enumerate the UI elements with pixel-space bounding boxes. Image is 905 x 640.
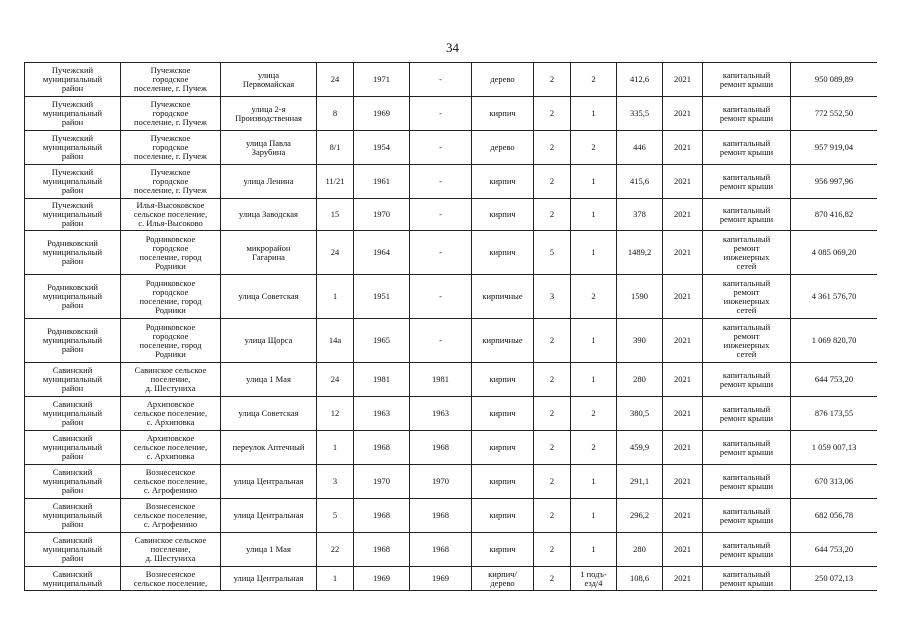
cell-area: 1489,2 — [617, 231, 663, 275]
cell-street: улица Центральная — [221, 567, 317, 591]
cell-year-commissioned: - — [410, 319, 472, 363]
cell-year: 2021 — [663, 465, 703, 499]
cell-cost: 956 997,96 — [791, 165, 878, 199]
cell-street: улица Ленина — [221, 165, 317, 199]
table-row — [25, 97, 878, 131]
cell-work-type: капитальный ремонт крыши — [703, 533, 791, 567]
cell-floors: 3 — [534, 275, 571, 319]
cell-wall-material: кирпич — [472, 165, 534, 199]
cell-year: 2021 — [663, 499, 703, 533]
cell-work-type: капитальный ремонт инженерных сетей — [703, 275, 791, 319]
cell-floors: 2 — [534, 397, 571, 431]
cell-work-type: капитальный ремонт крыши — [703, 499, 791, 533]
cell-house-number: 5 — [317, 499, 354, 533]
cell-district: Пучежский муниципальный район — [25, 63, 121, 97]
cell-year-built: 1970 — [354, 465, 410, 499]
cell-cost: 644 753,20 — [791, 533, 878, 567]
cell-year-commissioned: 1981 — [410, 363, 472, 397]
cell-floors: 5 — [534, 231, 571, 275]
cell-district: Савинский муниципальный район — [25, 397, 121, 431]
cell-year: 2021 — [663, 97, 703, 131]
cell-year-built: 1954 — [354, 131, 410, 165]
cell-work-type: капитальный ремонт крыши — [703, 63, 791, 97]
cell-wall-material: кирпич — [472, 499, 534, 533]
cell-wall-material: кирпич — [472, 363, 534, 397]
cell-work-type: капитальный ремонт инженерных сетей — [703, 319, 791, 363]
cell-house-number: 24 — [317, 363, 354, 397]
table-row — [25, 533, 878, 567]
cell-street: улица Заводская — [221, 199, 317, 231]
cell-settlement: Вознесенское сельское поселение, — [121, 567, 221, 591]
cell-settlement: Пучежское городское поселение, г. Пучеж — [121, 97, 221, 131]
cell-entrances: 1 подъ- езд/4 — [571, 567, 617, 591]
cell-area: 415,6 — [617, 165, 663, 199]
cell-house-number: 1 — [317, 431, 354, 465]
table-row — [25, 431, 878, 465]
housing-table — [24, 62, 877, 591]
cell-street: улица Центральная — [221, 465, 317, 499]
cell-house-number: 24 — [317, 231, 354, 275]
cell-year-built: 1964 — [354, 231, 410, 275]
cell-district: Пучежский муниципальный район — [25, 165, 121, 199]
cell-work-type: капитальный ремонт крыши — [703, 199, 791, 231]
cell-house-number: 8/1 — [317, 131, 354, 165]
cell-floors: 2 — [534, 499, 571, 533]
cell-settlement: Архиповское сельское поселение, с. Архиповка — [121, 431, 221, 465]
cell-floors: 2 — [534, 363, 571, 397]
cell-area: 108,6 — [617, 567, 663, 591]
cell-house-number: 3 — [317, 465, 354, 499]
cell-year-commissioned: 1970 — [410, 465, 472, 499]
cell-house-number: 15 — [317, 199, 354, 231]
cell-floors: 2 — [534, 431, 571, 465]
cell-cost: 250 072,13 — [791, 567, 878, 591]
cell-wall-material: дерево — [472, 63, 534, 97]
cell-entrances: 2 — [571, 275, 617, 319]
cell-floors: 2 — [534, 63, 571, 97]
cell-year-built: 1968 — [354, 499, 410, 533]
cell-entrances: 1 — [571, 231, 617, 275]
cell-street: улица Щорса — [221, 319, 317, 363]
cell-year: 2021 — [663, 199, 703, 231]
cell-district: Пучежский муниципальный район — [25, 199, 121, 231]
cell-house-number: 14а — [317, 319, 354, 363]
cell-entrances: 1 — [571, 319, 617, 363]
cell-house-number: 1 — [317, 275, 354, 319]
cell-area: 280 — [617, 533, 663, 567]
cell-street: улица Центральная — [221, 499, 317, 533]
table-row — [25, 63, 878, 97]
cell-floors: 2 — [534, 533, 571, 567]
cell-work-type: капитальный ремонт крыши — [703, 431, 791, 465]
cell-street: улица Советская — [221, 397, 317, 431]
cell-entrances: 1 — [571, 363, 617, 397]
cell-wall-material: кирпич/ дерево — [472, 567, 534, 591]
cell-cost: 4 085 069,20 — [791, 231, 878, 275]
cell-settlement: Родниковское городское поселение, город Родники — [121, 231, 221, 275]
cell-year: 2021 — [663, 431, 703, 465]
cell-entrances: 1 — [571, 533, 617, 567]
cell-wall-material: кирпичные — [472, 275, 534, 319]
cell-year-commissioned: 1969 — [410, 567, 472, 591]
cell-wall-material: кирпичные — [472, 319, 534, 363]
cell-entrances: 2 — [571, 131, 617, 165]
cell-street: улица Первомайская — [221, 63, 317, 97]
cell-year: 2021 — [663, 231, 703, 275]
cell-year-built: 1969 — [354, 567, 410, 591]
cell-floors: 2 — [534, 199, 571, 231]
table-row — [25, 131, 878, 165]
cell-work-type: капитальный ремонт крыши — [703, 97, 791, 131]
table-row — [25, 199, 878, 231]
cell-wall-material: кирпич — [472, 97, 534, 131]
cell-year-commissioned: - — [410, 165, 472, 199]
cell-house-number: 11/21 — [317, 165, 354, 199]
cell-house-number: 24 — [317, 63, 354, 97]
cell-district: Савинский муниципальный район — [25, 499, 121, 533]
table-row — [25, 499, 878, 533]
cell-cost: 4 361 576,70 — [791, 275, 878, 319]
cell-year-built: 1971 — [354, 63, 410, 97]
cell-cost: 670 313,06 — [791, 465, 878, 499]
cell-wall-material: кирпич — [472, 231, 534, 275]
cell-house-number: 12 — [317, 397, 354, 431]
cell-year: 2021 — [663, 397, 703, 431]
page-number: 34 — [446, 40, 459, 55]
cell-entrances: 1 — [571, 499, 617, 533]
cell-year: 2021 — [663, 567, 703, 591]
cell-year-built: 1968 — [354, 431, 410, 465]
cell-settlement: Вознесенское сельское поселение, с. Агрофенино — [121, 499, 221, 533]
cell-year-built: 1965 — [354, 319, 410, 363]
cell-year-built: 1969 — [354, 97, 410, 131]
cell-settlement: Вознесенское сельское поселение, с. Агрофенино — [121, 465, 221, 499]
cell-area: 291,1 — [617, 465, 663, 499]
cell-cost: 950 089,89 — [791, 63, 878, 97]
cell-street: улица 2-я Производственная — [221, 97, 317, 131]
housing-table-wrap — [24, 62, 877, 593]
cell-cost: 876 173,55 — [791, 397, 878, 431]
cell-wall-material: кирпич — [472, 465, 534, 499]
cell-district: Савинский муниципальный район — [25, 431, 121, 465]
cell-entrances: 1 — [571, 199, 617, 231]
cell-year-built: 1970 — [354, 199, 410, 231]
table-row — [25, 397, 878, 431]
cell-work-type: капитальный ремонт инженерных сетей — [703, 231, 791, 275]
cell-area: 296,2 — [617, 499, 663, 533]
table-row — [25, 567, 878, 591]
cell-area: 335,5 — [617, 97, 663, 131]
table-body — [25, 63, 878, 591]
cell-settlement: Савинское сельское поселение, д. Шестуниха — [121, 363, 221, 397]
cell-area: 459,9 — [617, 431, 663, 465]
cell-year-commissioned: 1968 — [410, 499, 472, 533]
cell-floors: 2 — [534, 165, 571, 199]
cell-district: Савинский муниципальный район — [25, 363, 121, 397]
cell-cost: 1 069 820,70 — [791, 319, 878, 363]
cell-settlement: Пучежское городское поселение, г. Пучеж — [121, 131, 221, 165]
table-row — [25, 231, 878, 275]
cell-street: улица 1 Мая — [221, 363, 317, 397]
cell-year-commissioned: - — [410, 231, 472, 275]
cell-entrances: 1 — [571, 97, 617, 131]
cell-year: 2021 — [663, 363, 703, 397]
cell-cost: 870 416,82 — [791, 199, 878, 231]
cell-work-type: капитальный ремонт крыши — [703, 465, 791, 499]
cell-cost: 957 919,04 — [791, 131, 878, 165]
cell-district: Савинский муниципальный — [25, 567, 121, 591]
cell-work-type: капитальный ремонт крыши — [703, 567, 791, 591]
cell-cost: 772 552,50 — [791, 97, 878, 131]
cell-street: улица Павла Зарубина — [221, 131, 317, 165]
cell-wall-material: кирпич — [472, 533, 534, 567]
table-row — [25, 465, 878, 499]
cell-street: переулок Аптечный — [221, 431, 317, 465]
cell-floors: 2 — [534, 97, 571, 131]
cell-floors: 2 — [534, 465, 571, 499]
cell-year-commissioned: 1963 — [410, 397, 472, 431]
cell-year-commissioned: 1968 — [410, 431, 472, 465]
cell-settlement: Пучежское городское поселение, г. Пучеж — [121, 63, 221, 97]
cell-year-commissioned: 1968 — [410, 533, 472, 567]
cell-house-number: 8 — [317, 97, 354, 131]
cell-work-type: капитальный ремонт крыши — [703, 131, 791, 165]
cell-settlement: Пучежское городское поселение, г. Пучеж — [121, 165, 221, 199]
cell-wall-material: кирпич — [472, 431, 534, 465]
cell-area: 1590 — [617, 275, 663, 319]
cell-area: 446 — [617, 131, 663, 165]
table-row — [25, 319, 878, 363]
cell-year: 2021 — [663, 63, 703, 97]
cell-floors: 2 — [534, 131, 571, 165]
cell-entrances: 2 — [571, 397, 617, 431]
cell-district: Родниковский муниципальный район — [25, 275, 121, 319]
cell-year: 2021 — [663, 131, 703, 165]
cell-wall-material: кирпич — [472, 397, 534, 431]
cell-area: 378 — [617, 199, 663, 231]
cell-cost: 682 056,78 — [791, 499, 878, 533]
cell-settlement: Родниковское городское поселение, город Родники — [121, 275, 221, 319]
cell-year-commissioned: - — [410, 199, 472, 231]
cell-entrances: 1 — [571, 165, 617, 199]
cell-year: 2021 — [663, 319, 703, 363]
cell-entrances: 1 — [571, 465, 617, 499]
cell-district: Савинский муниципальный район — [25, 465, 121, 499]
cell-district: Пучежский муниципальный район — [25, 97, 121, 131]
cell-year-built: 1981 — [354, 363, 410, 397]
cell-year: 2021 — [663, 533, 703, 567]
cell-year-commissioned: - — [410, 63, 472, 97]
cell-work-type: капитальный ремонт крыши — [703, 165, 791, 199]
cell-area: 380,5 — [617, 397, 663, 431]
cell-area: 390 — [617, 319, 663, 363]
cell-settlement: Архиповское сельское поселение, с. Архиповка — [121, 397, 221, 431]
cell-district: Родниковский муниципальный район — [25, 319, 121, 363]
cell-work-type: капитальный ремонт крыши — [703, 363, 791, 397]
cell-house-number: 1 — [317, 567, 354, 591]
cell-year-commissioned: - — [410, 275, 472, 319]
cell-area: 412,6 — [617, 63, 663, 97]
cell-wall-material: кирпич — [472, 199, 534, 231]
cell-year: 2021 — [663, 275, 703, 319]
cell-street: улица Советская — [221, 275, 317, 319]
cell-settlement: Илья-Высоковское сельское поселение, с. Илья-Высоково — [121, 199, 221, 231]
cell-street: улица 1 Мая — [221, 533, 317, 567]
cell-area: 280 — [617, 363, 663, 397]
cell-entrances: 2 — [571, 63, 617, 97]
table-row — [25, 165, 878, 199]
cell-wall-material: дерево — [472, 131, 534, 165]
table-row — [25, 363, 878, 397]
cell-year-commissioned: - — [410, 131, 472, 165]
cell-house-number: 22 — [317, 533, 354, 567]
cell-work-type: капитальный ремонт крыши — [703, 397, 791, 431]
cell-settlement: Родниковское городское поселение, город Родники — [121, 319, 221, 363]
table-row — [25, 275, 878, 319]
cell-year: 2021 — [663, 165, 703, 199]
cell-cost: 1 059 007,13 — [791, 431, 878, 465]
cell-year-built: 1968 — [354, 533, 410, 567]
cell-cost: 644 753,20 — [791, 363, 878, 397]
cell-settlement: Савинское сельское поселение, д. Шестуниха — [121, 533, 221, 567]
cell-year-built: 1963 — [354, 397, 410, 431]
cell-district: Родниковский муниципальный район — [25, 231, 121, 275]
cell-year-built: 1961 — [354, 165, 410, 199]
cell-year-commissioned: - — [410, 97, 472, 131]
cell-district: Пучежский муниципальный район — [25, 131, 121, 165]
cell-street: микрорайон Гагарина — [221, 231, 317, 275]
cell-floors: 2 — [534, 319, 571, 363]
cell-entrances: 2 — [571, 431, 617, 465]
cell-year-built: 1951 — [354, 275, 410, 319]
cell-floors: 2 — [534, 567, 571, 591]
cell-district: Савинский муниципальный район — [25, 533, 121, 567]
